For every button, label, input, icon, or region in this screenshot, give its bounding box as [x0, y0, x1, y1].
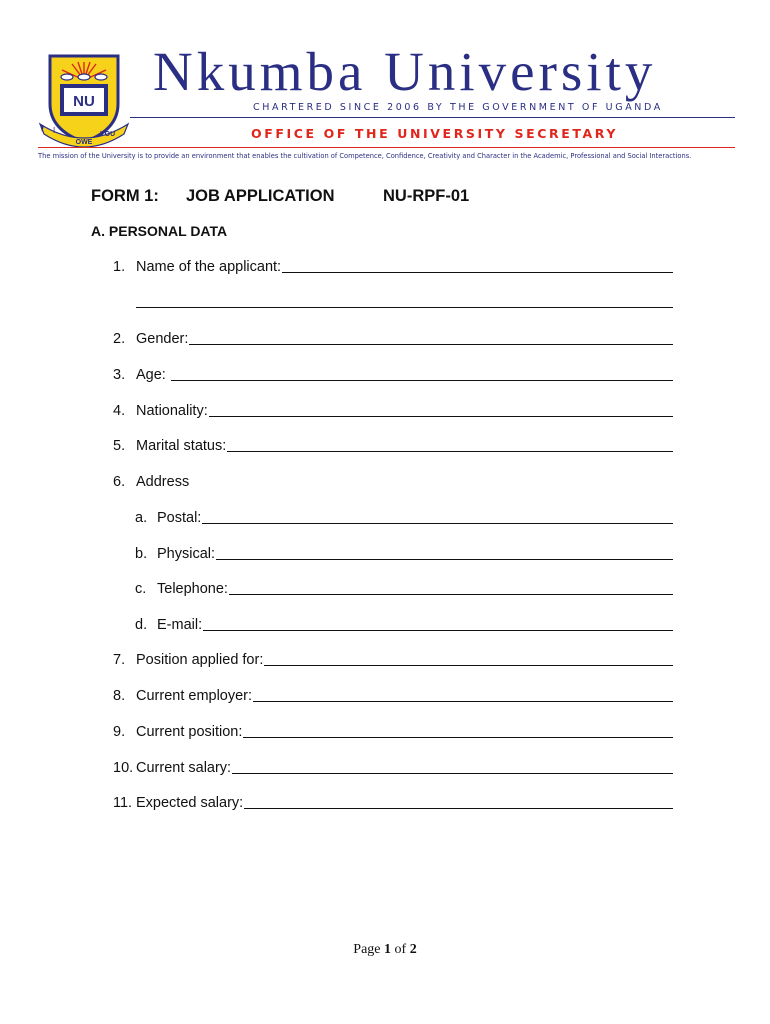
charter-line: CHARTERED SINCE 2006 BY THE GOVERNMENT OF UGANDA: [253, 102, 663, 113]
field-letter: a.: [135, 510, 148, 526]
field-number: 6.: [113, 474, 126, 490]
field-address: [113, 470, 673, 490]
field-physical: [135, 542, 673, 562]
field-label: Age:: [136, 367, 170, 383]
field-number: 3.: [113, 367, 126, 383]
crest-ribbon-right: YOU: [100, 131, 116, 138]
form-code: NU-RPF-01: [383, 187, 470, 205]
header-divider-blue: [130, 117, 735, 118]
field-number: 8.: [113, 688, 126, 704]
university-crest-logo: [38, 52, 130, 148]
current-employer-line[interactable]: [253, 685, 673, 702]
page-word: Page: [353, 942, 385, 957]
field-label: Gender:: [136, 331, 189, 347]
field-position-applied-for: [113, 648, 673, 668]
field-nationality: [113, 399, 673, 419]
page-of: of: [391, 942, 410, 957]
telephone-line[interactable]: [229, 578, 673, 595]
age-line[interactable]: [171, 364, 673, 381]
university-name: Nkumba University: [153, 41, 657, 102]
field-number: 10.: [113, 760, 134, 776]
field-label: Current salary:: [136, 760, 232, 776]
field-postal: [135, 506, 673, 526]
section-title-personal-data: A. PERSONAL DATA: [91, 223, 228, 239]
field-current-employer: [113, 684, 673, 704]
field-number: 5.: [113, 438, 126, 454]
current-salary-line[interactable]: [232, 757, 673, 774]
field-current-salary: [113, 756, 673, 776]
field-number: 4.: [113, 403, 126, 419]
office-title: OFFICE OF THE UNIVERSITY SECRETARY: [251, 126, 619, 141]
field-label: E-mail:: [157, 617, 203, 633]
header-divider-red: [38, 147, 735, 148]
field-telephone: [135, 577, 673, 597]
mission-statement: The mission of the University is to provide an environment that enables the cultivation of Competence, Confidence, Creativity and Character in the Academic, Professional and Social Interactions.: [38, 152, 692, 160]
field-letter: d.: [135, 617, 148, 633]
form-number: FORM 1:: [91, 187, 159, 205]
page-total: 2: [409, 942, 417, 957]
position-applied-for-line[interactable]: [264, 649, 673, 666]
field-number: 2.: [113, 331, 126, 347]
field-number: 11.: [113, 795, 133, 811]
field-label: Name of the applicant:: [136, 259, 282, 275]
name-of-applicant-line[interactable]: [282, 256, 673, 273]
field-label: Postal:: [157, 510, 202, 526]
nationality-line[interactable]: [209, 400, 673, 417]
field-label: Current employer:: [136, 688, 253, 704]
field-label: Telephone:: [157, 581, 228, 597]
field-label: Address: [136, 474, 190, 490]
crest-ribbon-center: OWE: [75, 139, 93, 146]
field-label: Nationality:: [136, 403, 208, 419]
page-current: 1: [384, 942, 392, 957]
field-label: Marital status:: [136, 438, 227, 454]
field-age: [113, 363, 673, 383]
form-name: JOB APPLICATION: [186, 187, 335, 205]
name-of-applicant-continuation-line[interactable]: [136, 307, 673, 308]
field-letter: c.: [135, 581, 147, 597]
physical-line[interactable]: [216, 543, 673, 560]
page-number: [0, 942, 770, 958]
field-marital-status: [113, 434, 673, 454]
expected-salary-line[interactable]: [244, 792, 673, 809]
field-name-of-applicant: [113, 255, 673, 275]
field-label: Expected salary:: [136, 795, 244, 811]
field-email: [135, 613, 673, 633]
marital-status-line[interactable]: [227, 435, 673, 452]
current-position-line[interactable]: [243, 721, 673, 738]
field-label: Current position:: [136, 724, 243, 740]
gender-line[interactable]: [189, 328, 673, 345]
field-label: Position applied for:: [136, 652, 264, 668]
crest-letters: NU: [73, 93, 95, 110]
field-label: Physical:: [157, 546, 216, 562]
field-letter: b.: [135, 546, 148, 562]
field-number: 7.: [113, 652, 126, 668]
crest-ribbon-left: I: [53, 126, 56, 135]
postal-line[interactable]: [202, 507, 673, 524]
email-line[interactable]: [203, 614, 673, 631]
field-number: 9.: [113, 724, 126, 740]
field-current-position: [113, 720, 673, 740]
field-gender: [113, 327, 673, 347]
field-number: 1.: [113, 259, 126, 275]
field-expected-salary: [113, 791, 673, 811]
